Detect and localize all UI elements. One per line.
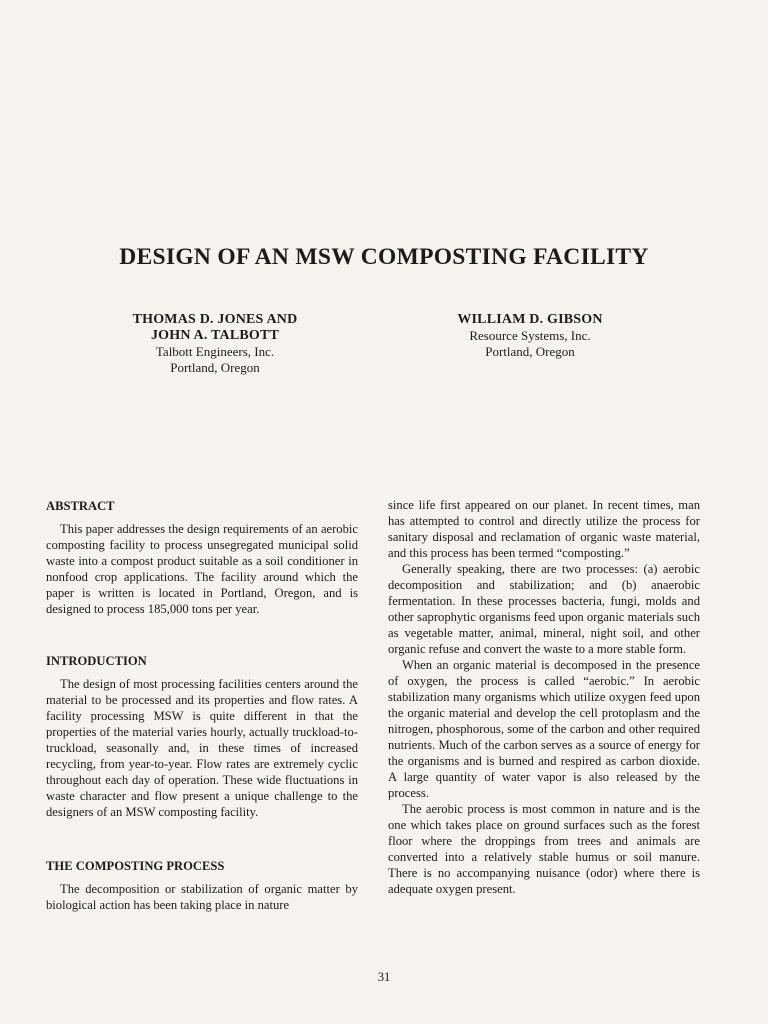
- body-paragraph: When an organic material is decomposed in the presence of oxygen, the process is called “aerobic.” In aerobic stabilization many organisms which utilize oxygen feed upon the organic material and develop the cell protoplasm and the nitrogen, phosphorous, some of the carbon and other required nutrients. Much of the carbon serves as a source of energy for the organisms and is burned and respired as carbon dioxide. A large quantity of water vapor is also released by the process.: [388, 658, 700, 800]
- right-column: [388, 497, 700, 897]
- author-name: THOMAS D. JONES AND: [132, 312, 298, 327]
- paper-title: DESIGN OF AN MSW COMPOSTING FACILITY: [119, 244, 649, 270]
- author-affiliation: Resource Systems, Inc.: [469, 328, 591, 343]
- body-paragraph: Generally speaking, there are two processes: (a) aerobic decomposition and stabilization; and (b) anaerobic fermentation. In these processes bacteria, fungi, molds and other saprophytic organisms feed upon organic materials such as vegetable matter, animal, mineral, night soil, and other organic refuse and convert the waste to a more stable form.: [388, 562, 700, 656]
- author-affiliation: Talbott Engineers, Inc.: [155, 344, 275, 359]
- author-name: WILLIAM D. GIBSON: [457, 312, 603, 327]
- body-paragraph: The aerobic process is most common in nature and is the one which takes place on ground surfaces such as the forest floor where the droppings from trees and animals are converted into a relatively stable humus or soil manure. There is no accompanying nuisance (odor) where there is adequate oxygen present.: [388, 802, 700, 896]
- abstract-text: This paper addresses the design requirements of an aerobic composting facility to process unsegregated municipal solid waste into a compost product suitable as a soil conditioner in nonfood crop applications. The facility around which the paper is written is located in Portland, Oregon, and is designed to process 185,000 tons per year.: [46, 522, 358, 616]
- introduction-heading: INTRODUCTION: [46, 654, 147, 668]
- abstract-heading: ABSTRACT: [46, 499, 115, 513]
- body-paragraph: since life first appeared on our planet. In recent times, man has attempted to control and directly utilize the process for sanitary disposal and reclamation of organic waste material, and this process has been termed “composting.”: [388, 498, 700, 560]
- author-block-right: [425, 312, 635, 360]
- composting-process-heading: THE COMPOSTING PROCESS: [46, 859, 225, 873]
- composting-process-text: The decomposition or stabilization of organic matter by biological action has been taking place in nature: [46, 882, 358, 912]
- author-name: JOHN A. TALBOTT: [150, 328, 280, 343]
- left-column: [46, 498, 358, 913]
- author-location: Portland, Oregon: [485, 344, 575, 359]
- introduction-text: The design of most processing facilities centers around the material to be processed and its properties and flow rates. A facility processing MSW is quite different in that the properties of the material varies hourly, actually truckload-to-truckload, seasonally and, in these times of increased recycling, from year-to-year. Flow rates are extremely cyclic throughout each day of operation. These wide fluctuations in waste character and flow present a unique challenge to the designers of an MSW composting facility.: [46, 677, 358, 819]
- author-block-left: [110, 312, 320, 376]
- page-number: 31: [377, 970, 391, 984]
- author-location: Portland, Oregon: [170, 360, 260, 375]
